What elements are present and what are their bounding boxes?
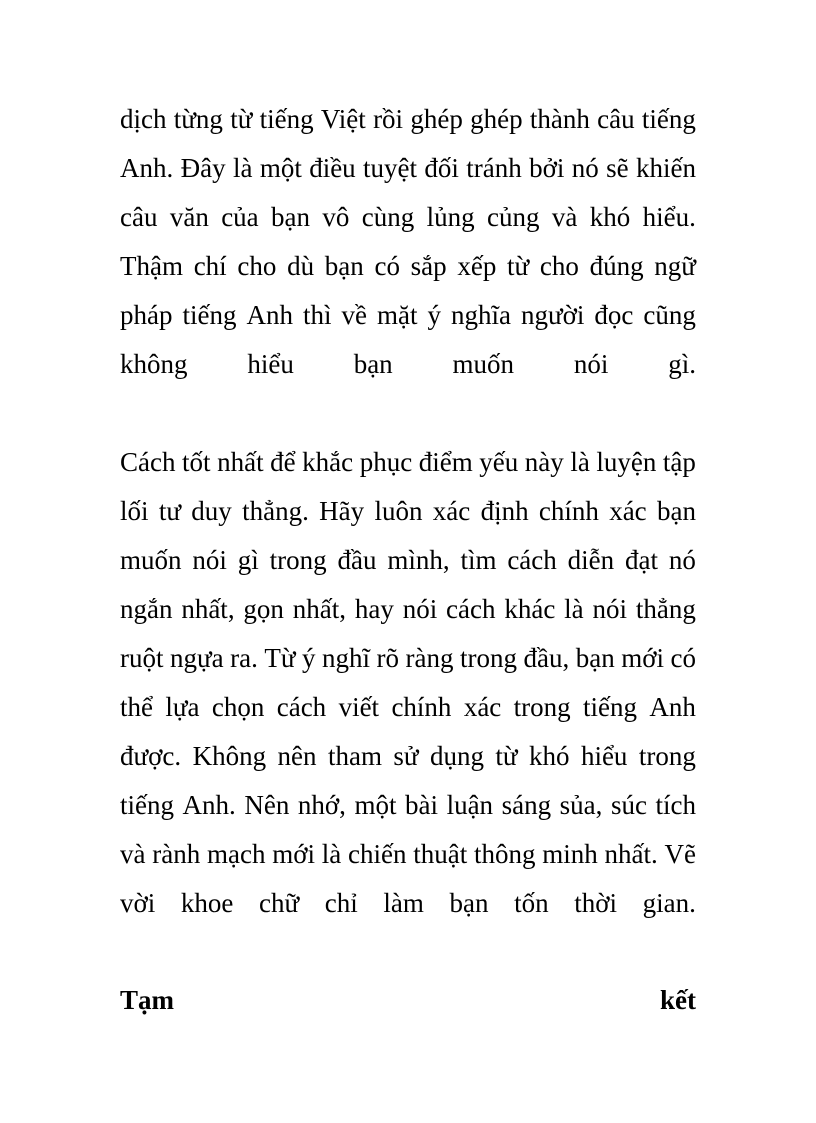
word: xác: [609, 496, 647, 526]
word: ràng: [405, 643, 454, 673]
word: Đây: [180, 153, 226, 183]
word: chí: [193, 251, 227, 281]
paragraph-1: [120, 95, 696, 389]
heading-word: Tạm: [120, 985, 174, 1015]
word: ngữ: [654, 251, 696, 281]
word: lối: [120, 496, 149, 526]
word: hiểu: [580, 741, 628, 771]
word: đúng: [589, 251, 644, 281]
word: chính: [538, 496, 599, 526]
word: súc: [610, 790, 647, 820]
word: bạn: [449, 888, 489, 918]
word: của: [221, 202, 259, 232]
word: muốn: [120, 545, 182, 575]
word: sáng: [501, 790, 552, 820]
paragraph-line: [120, 634, 696, 683]
word: cho: [539, 251, 579, 281]
word: thành: [529, 104, 590, 134]
word: xếp: [457, 251, 497, 281]
word: ghép: [470, 104, 523, 134]
word: mới: [621, 643, 664, 673]
word: lủng: [426, 202, 475, 232]
word: lựa: [165, 692, 200, 722]
word: điểm: [418, 447, 473, 477]
word: đọc: [594, 300, 634, 330]
word: thông: [473, 839, 536, 869]
word: ra.: [230, 643, 258, 673]
paragraph-line: [120, 585, 696, 634]
word: bạn: [271, 202, 311, 232]
paragraph-line: [120, 340, 696, 389]
word: thời: [574, 888, 618, 918]
word: phục: [359, 447, 413, 477]
word: tránh: [466, 153, 522, 183]
word: Từ: [264, 643, 296, 673]
word: hiểu: [247, 349, 294, 379]
word: một: [354, 790, 397, 820]
word: một: [259, 153, 302, 183]
paragraph-line: [120, 144, 696, 193]
word: luôn: [374, 496, 423, 526]
word: câu: [120, 202, 158, 232]
paragraph-line: [120, 193, 696, 242]
word: cho: [237, 251, 277, 281]
paragraph-line: [120, 95, 696, 144]
word: bài: [405, 790, 439, 820]
word: là: [232, 153, 253, 183]
word: pháp: [120, 300, 173, 330]
word: nên: [277, 741, 317, 771]
word: ý: [302, 643, 316, 673]
word: mặt: [376, 300, 418, 330]
word: dù: [287, 251, 315, 281]
word: khắc: [302, 447, 354, 477]
word: luyện: [596, 447, 657, 477]
word: điều: [309, 153, 356, 183]
word: Hãy: [319, 496, 365, 526]
word: hay: [354, 594, 394, 624]
paragraph-line: [120, 536, 696, 585]
word: cách: [276, 692, 327, 722]
word: nói: [573, 349, 609, 379]
word: văn: [169, 202, 209, 232]
word: chữ: [259, 888, 300, 918]
paragraph-line: [120, 732, 696, 781]
word: và: [551, 202, 578, 232]
word: Việt: [320, 104, 366, 134]
word: Nên: [244, 790, 290, 820]
word: trong: [513, 692, 571, 722]
word: từ: [230, 104, 253, 134]
word: bạn: [353, 349, 393, 379]
word: trong: [638, 741, 696, 771]
word: tốn: [514, 888, 549, 918]
word: thì: [302, 300, 332, 330]
paragraph-2: [120, 438, 696, 928]
word: nói: [402, 594, 438, 624]
word: từ: [507, 251, 530, 281]
word: nó: [668, 545, 696, 575]
word: Anh.: [182, 790, 236, 820]
section-heading: [120, 976, 696, 1025]
word: có: [374, 251, 400, 281]
word: vô: [322, 202, 350, 232]
word: này: [524, 447, 564, 477]
word: yếu: [479, 447, 519, 477]
word: khó: [529, 741, 570, 771]
word: khác: [504, 594, 556, 624]
word: tiếng: [259, 104, 314, 134]
word: câu: [597, 104, 635, 134]
word: muốn: [452, 349, 515, 379]
paragraph-line: [120, 487, 696, 536]
word: chỉ: [324, 888, 358, 918]
word: là: [564, 594, 584, 624]
word: nhất,: [292, 594, 347, 624]
word: khiến: [635, 153, 696, 183]
heading-word: kết: [660, 985, 696, 1015]
word: tìm: [460, 545, 497, 575]
word: rồi: [373, 104, 404, 134]
word: nhất: [217, 447, 264, 477]
word: hiểu.: [642, 202, 696, 232]
word: mới: [272, 839, 315, 869]
word: mạch: [206, 839, 266, 869]
word: nghĩa: [450, 300, 511, 330]
word: sẽ: [606, 153, 629, 183]
word: diễn: [567, 545, 615, 575]
word: tiếng: [120, 790, 174, 820]
word: ghép: [410, 104, 463, 134]
word: từng: [173, 104, 223, 134]
paragraph-line: [120, 781, 696, 830]
word: ngựa: [170, 643, 224, 673]
word: Vẽ: [664, 839, 696, 869]
word: tư: [158, 496, 181, 526]
word: thẳng.: [242, 496, 309, 526]
word: nhất,: [181, 594, 235, 624]
word: thẳng: [635, 594, 696, 624]
word: và: [120, 839, 146, 869]
word: xác: [432, 496, 471, 526]
word: rõ: [376, 643, 400, 673]
paragraph-line: [120, 683, 696, 732]
paragraph-line: [120, 242, 696, 291]
word: nói: [192, 545, 227, 575]
paragraph-line: [120, 879, 696, 928]
word: tiếng: [583, 692, 638, 722]
word: sắp: [410, 251, 447, 281]
word: có: [670, 643, 696, 673]
word: thể: [120, 692, 153, 722]
word: người: [520, 300, 585, 330]
word: được.: [120, 741, 182, 771]
word: từ: [495, 741, 518, 771]
word: sử: [393, 741, 419, 771]
word: dụng: [429, 741, 484, 771]
word: là: [321, 839, 342, 869]
word: mình,: [387, 545, 450, 575]
word: đầu,: [523, 643, 570, 673]
word: để: [270, 447, 296, 477]
word: cũng: [643, 300, 696, 330]
word: củng: [487, 202, 540, 232]
word: Không: [192, 741, 267, 771]
word: cùng: [361, 202, 415, 232]
word: Thậm: [120, 251, 183, 281]
word: đạt: [625, 545, 658, 575]
word: ruột: [120, 643, 164, 673]
word: làm: [383, 888, 424, 918]
word: tích: [655, 790, 696, 820]
word: bạn: [656, 496, 696, 526]
word: không: [120, 349, 188, 379]
word: dịch: [120, 104, 167, 134]
word: sủa,: [559, 790, 603, 820]
word: bạn: [324, 251, 364, 281]
word: gian.: [642, 888, 696, 918]
word: Cách: [120, 447, 176, 477]
word: trong: [269, 545, 327, 575]
word: khoe: [180, 888, 234, 918]
word: cách: [446, 594, 496, 624]
word: gì: [237, 545, 259, 575]
word: viết: [338, 692, 380, 722]
word: Anh: [649, 692, 696, 722]
word: nhớ,: [297, 790, 346, 820]
word: tiếng: [182, 300, 237, 330]
word: minh: [542, 839, 598, 869]
word: nó: [571, 153, 599, 183]
word: luận: [446, 790, 494, 820]
word: đối: [424, 153, 459, 183]
word: tốt: [182, 447, 211, 477]
word: duy: [191, 496, 232, 526]
paragraph-line: [120, 438, 696, 487]
word: Anh: [246, 300, 293, 330]
word: Anh.: [120, 153, 174, 183]
word: tham: [327, 741, 382, 771]
word: nghĩ: [322, 643, 371, 673]
word: gọn: [243, 594, 284, 624]
word: là: [570, 447, 590, 477]
word: bạn: [575, 643, 615, 673]
word: khó: [589, 202, 631, 232]
word: gì.: [668, 349, 696, 379]
paragraph-line: [120, 830, 696, 879]
word: vời: [120, 888, 156, 918]
word: ngắn: [120, 594, 173, 624]
word: nói: [592, 594, 628, 624]
paragraph-line: [120, 291, 696, 340]
word: rành: [152, 839, 201, 869]
word: nhất.: [604, 839, 658, 869]
word: bởi: [529, 153, 565, 183]
word: về: [341, 300, 367, 330]
word: thuật: [413, 839, 468, 869]
word: tập: [662, 447, 696, 477]
word: định: [480, 496, 529, 526]
word: chính: [391, 692, 452, 722]
word: chiến: [347, 839, 407, 869]
word: đầu: [337, 545, 377, 575]
word: tiếng: [641, 104, 696, 134]
word: ý: [427, 300, 441, 330]
word: chọn: [211, 692, 265, 722]
word: cách: [507, 545, 557, 575]
word: xác: [463, 692, 502, 722]
word: tuyệt: [363, 153, 418, 183]
word: trong: [460, 643, 517, 673]
